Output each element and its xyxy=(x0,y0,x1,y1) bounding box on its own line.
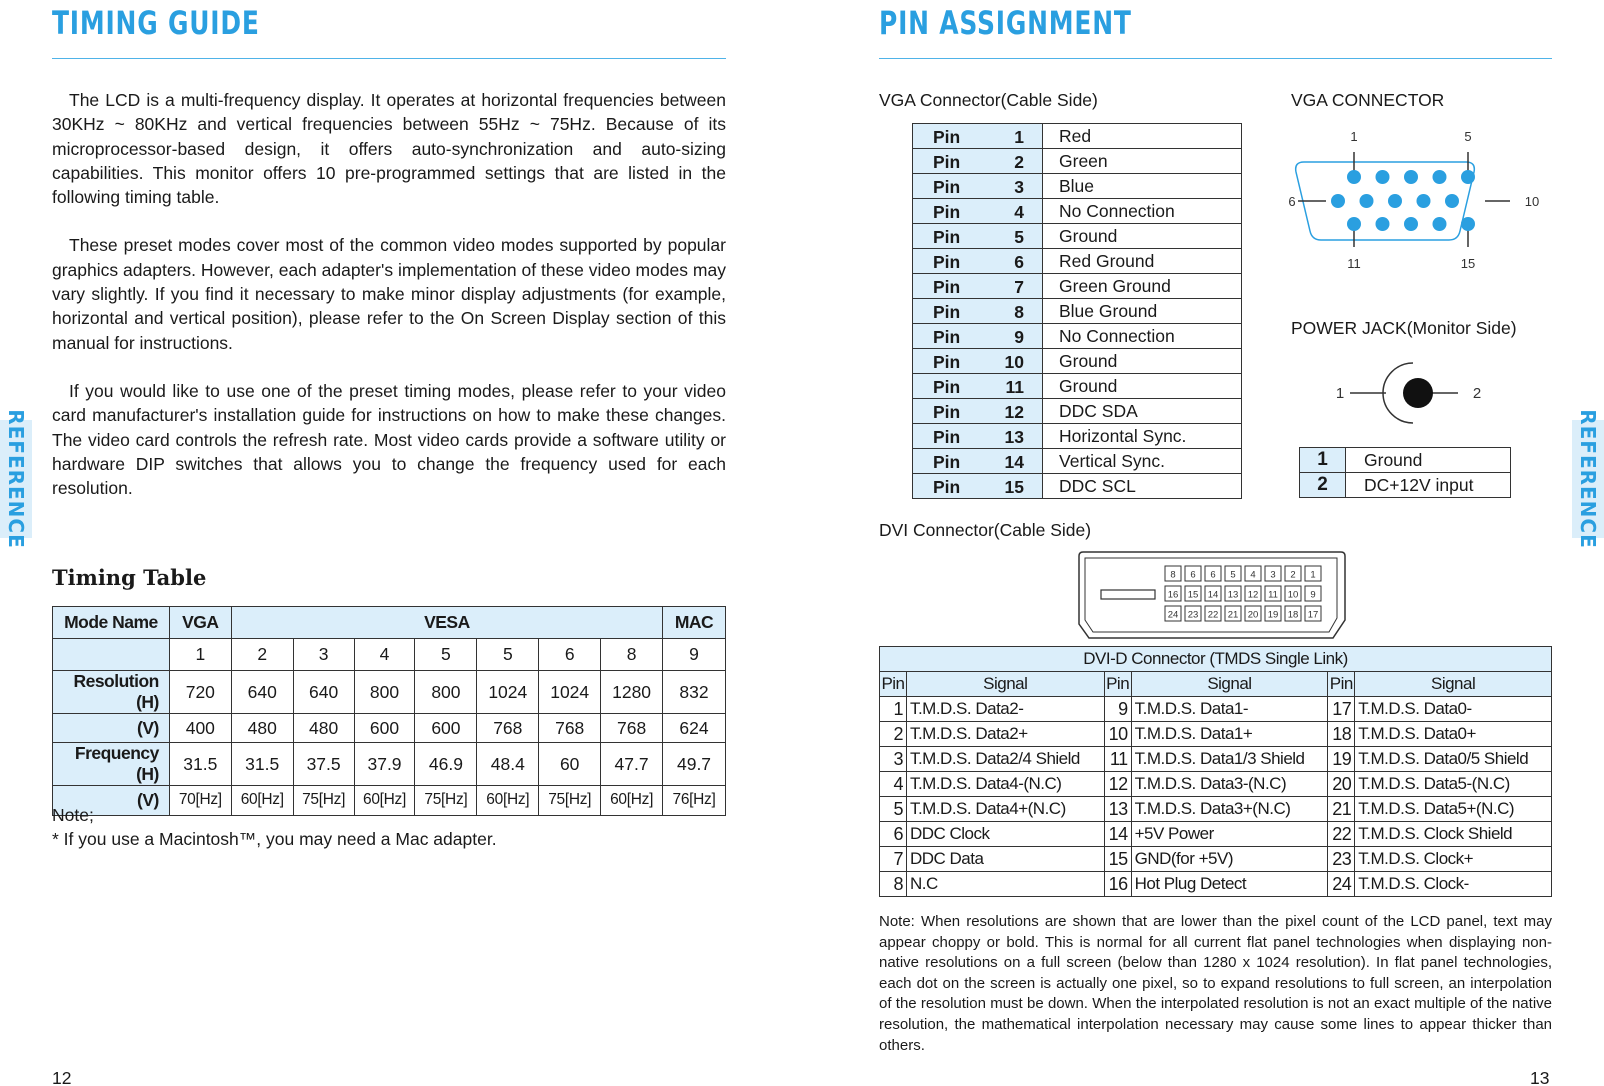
vga-signal: Ground xyxy=(1043,224,1242,249)
note-text: * If you use a Macintosh™, you may need a Mac adapter. xyxy=(52,829,497,849)
timing-cell: 1 xyxy=(169,639,231,671)
vga-signal: Green xyxy=(1043,149,1242,174)
pin-number: 12 xyxy=(1004,402,1024,422)
timing-cell: 640 xyxy=(293,671,354,714)
dvi-signal: T.M.D.S. Data0/5 Shield xyxy=(1355,747,1552,772)
vga-pin-row xyxy=(913,399,1242,424)
dvi-row xyxy=(880,847,1552,872)
dvi-pin-label: 6 xyxy=(1190,569,1196,581)
dvi-signal: T.M.D.S. Data0+ xyxy=(1355,722,1552,747)
pin-word: Pin xyxy=(933,402,961,422)
timing-cell: 47.7 xyxy=(601,743,663,786)
vga-pin-cell xyxy=(913,199,1043,224)
vga-signal: Ground xyxy=(1043,349,1242,374)
paragraph-3: If you would like to use one of the preset timing modes, please refer to your video card manufacturer's installation guide for instructions on how to make these changes. The video card controls the refresh rate. Most video cards provide a software utility or hardware DIP switches that allows you to change the frequency used for each resolution. xyxy=(52,380,726,499)
pin-label-6: 6 xyxy=(1288,194,1296,209)
dvi-row xyxy=(880,747,1552,772)
timing-cell: 60[Hz] xyxy=(601,786,663,815)
page-title-timing-guide: TIMING GUIDE xyxy=(52,4,260,42)
timing-cell: 60[Hz] xyxy=(354,786,415,815)
vga-pin-row xyxy=(913,224,1242,249)
power-signal: Ground xyxy=(1346,448,1511,473)
pin-number: 9 xyxy=(1014,327,1024,347)
power-pin-row xyxy=(1300,473,1511,498)
pin-word: Pin xyxy=(933,352,961,372)
dvi-signal: T.M.D.S. Clock- xyxy=(1355,872,1552,897)
dvi-pin-number: 24 xyxy=(1328,872,1355,897)
vga-signal: Red Ground xyxy=(1043,249,1242,274)
side-tab-left xyxy=(0,409,32,549)
vga-signal: Vertical Sync. xyxy=(1043,449,1242,474)
vga-signal: Green Ground xyxy=(1043,274,1242,299)
timing-cell: 60[Hz] xyxy=(477,786,539,815)
dvi-pin-label: 2 xyxy=(1290,569,1296,581)
vga-connector-diagram xyxy=(1288,125,1548,275)
timing-cell: 31.5 xyxy=(231,743,293,786)
header-mac: MAC xyxy=(663,607,726,639)
dvi-signal: T.M.D.S. Clock Shield xyxy=(1355,822,1552,847)
dvi-pin-number: 14 xyxy=(1104,822,1131,847)
dvi-pin-label: 13 xyxy=(1227,589,1239,601)
dvi-pin-label: 3 xyxy=(1270,569,1276,581)
vga-pin-dot xyxy=(1461,170,1475,184)
vga-pin-dot xyxy=(1388,194,1402,208)
vga-pin-cell xyxy=(913,374,1043,399)
vga-pin-dot xyxy=(1360,194,1374,208)
vga-pin-row xyxy=(913,324,1242,349)
vga-signal: No Connection xyxy=(1043,324,1242,349)
vga-signal: DDC SCL xyxy=(1043,474,1242,499)
vga-pin-cell xyxy=(913,324,1043,349)
page-title-pin-assignment: PIN ASSIGNMENT xyxy=(879,4,1132,42)
vga-pin-dot xyxy=(1461,217,1475,231)
dvi-signal: T.M.D.S. Clock+ xyxy=(1355,847,1552,872)
dvi-pin-number: 10 xyxy=(1104,722,1131,747)
timing-row-label: (V) xyxy=(53,714,170,743)
pin-word: Pin xyxy=(933,477,961,497)
dvi-pin-label: 11 xyxy=(1268,589,1278,601)
dvi-row xyxy=(880,697,1552,722)
timing-cell: 600 xyxy=(354,714,415,743)
dvi-pin-label: 15 xyxy=(1187,589,1199,601)
timing-cell: 4 xyxy=(354,639,415,671)
dvi-row xyxy=(880,772,1552,797)
vga-signal: Ground xyxy=(1043,374,1242,399)
dvi-pin-number: 4 xyxy=(880,772,907,797)
pin-word: Pin xyxy=(933,377,961,397)
vga-pin-dot xyxy=(1347,217,1361,231)
timing-cell: 49.7 xyxy=(663,743,726,786)
timing-cell: 31.5 xyxy=(169,743,231,786)
timing-cell: 37.9 xyxy=(354,743,415,786)
dvi-row xyxy=(880,722,1552,747)
vga-pin-dot xyxy=(1404,170,1418,184)
timing-row-label: Frequency (H) xyxy=(53,743,170,786)
dvi-pin-label: 18 xyxy=(1287,609,1299,621)
dvi-pin-number: 23 xyxy=(1328,847,1355,872)
dvi-table-title: DVI-D Connector (TMDS Single Link) xyxy=(880,647,1552,672)
timing-cell: 9 xyxy=(663,639,726,671)
dvi-row xyxy=(880,872,1552,897)
dvi-pin-label: 16 xyxy=(1167,589,1179,601)
dvi-signal-header: Signal xyxy=(906,672,1104,697)
timing-cell: 720 xyxy=(169,671,231,714)
vga-pin-cell xyxy=(913,149,1043,174)
timing-cell: 832 xyxy=(663,671,726,714)
dvi-signal-header: Signal xyxy=(1131,672,1328,697)
power-pin-table xyxy=(1299,447,1511,498)
power-pin-row xyxy=(1300,448,1511,473)
pin-word: Pin xyxy=(933,127,961,147)
vga-pin-dot xyxy=(1347,170,1361,184)
timing-cell: 624 xyxy=(663,714,726,743)
timing-row xyxy=(53,743,726,786)
dvi-pin-number: 15 xyxy=(1104,847,1131,872)
timing-cell: 75[Hz] xyxy=(539,786,601,815)
vga-pin-cell xyxy=(913,274,1043,299)
pin-word: Pin xyxy=(933,202,961,222)
dvi-header-row xyxy=(880,672,1552,697)
pin-label-10: 10 xyxy=(1524,194,1540,209)
timing-cell: 60 xyxy=(539,743,601,786)
dvi-pin-number: 8 xyxy=(880,872,907,897)
power-label-1: 1 xyxy=(1335,385,1345,402)
pin-label-5: 5 xyxy=(1464,129,1472,144)
timing-cell: 5 xyxy=(415,639,477,671)
dvi-signal: GND(for +5V) xyxy=(1131,847,1328,872)
dvi-pin-label: 8 xyxy=(1170,569,1176,581)
dvi-signal: Hot Plug Detect xyxy=(1131,872,1328,897)
timing-cell: 60[Hz] xyxy=(231,786,293,815)
pin-number: 13 xyxy=(1004,427,1024,447)
pin-number: 1 xyxy=(1014,127,1024,147)
dvi-row xyxy=(880,797,1552,822)
timing-cell: 1024 xyxy=(477,671,539,714)
dvi-pin-number: 17 xyxy=(1328,697,1355,722)
timing-cell: 600 xyxy=(415,714,477,743)
vga-signal: No Connection xyxy=(1043,199,1242,224)
vga-connector-label: VGA CONNECTOR xyxy=(1291,90,1445,110)
power-pin-number: 2 xyxy=(1300,473,1346,498)
vga-pin-row xyxy=(913,199,1242,224)
dvi-pin-label: 9 xyxy=(1310,589,1316,601)
pin-word: Pin xyxy=(933,427,961,447)
page-number-left: 12 xyxy=(52,1068,72,1086)
power-jack-center-pin xyxy=(1403,378,1433,408)
dvi-pin-label: 17 xyxy=(1307,609,1319,621)
timing-row xyxy=(53,639,726,671)
pin-number: 3 xyxy=(1014,177,1024,197)
side-tab-label: REFERENCE xyxy=(4,409,28,549)
dvi-flat-blade xyxy=(1101,590,1155,599)
pin-word: Pin xyxy=(933,152,961,172)
pin-label-11: 11 xyxy=(1347,256,1361,271)
dvi-pin-number: 6 xyxy=(880,822,907,847)
dvi-pin-number: 12 xyxy=(1104,772,1131,797)
dvi-pin-label: 12 xyxy=(1247,589,1259,601)
dvi-pin-number: 19 xyxy=(1328,747,1355,772)
timing-cell: 70[Hz] xyxy=(169,786,231,815)
pin-label-1: 1 xyxy=(1350,129,1358,144)
dvi-signal: T.M.D.S. Data2+ xyxy=(906,722,1104,747)
timing-cell: 480 xyxy=(231,714,293,743)
dvi-signal: N.C xyxy=(906,872,1104,897)
dvi-pin-table xyxy=(879,646,1552,897)
vga-pin-dot xyxy=(1417,194,1431,208)
title-rule-right xyxy=(879,58,1552,59)
pin-number: 15 xyxy=(1004,477,1024,497)
dvi-pin-number: 1 xyxy=(880,697,907,722)
vga-signal: Red xyxy=(1043,124,1242,149)
vga-pin-cell xyxy=(913,449,1043,474)
vga-signal: Horizontal Sync. xyxy=(1043,424,1242,449)
timing-cell: 480 xyxy=(293,714,354,743)
dvi-signal: +5V Power xyxy=(1131,822,1328,847)
vga-pin-cell xyxy=(913,174,1043,199)
dvi-pin-header: Pin xyxy=(1104,672,1131,697)
side-tab-label: REFERENCE xyxy=(1576,409,1600,549)
vga-pin-row xyxy=(913,124,1242,149)
pin-number: 2 xyxy=(1014,152,1024,172)
vga-pin-dot xyxy=(1404,217,1418,231)
timing-cell: 800 xyxy=(415,671,477,714)
pin-number: 8 xyxy=(1014,302,1024,322)
pin-number: 11 xyxy=(1005,377,1024,397)
vga-pin-row xyxy=(913,249,1242,274)
vga-pin-cell xyxy=(913,124,1043,149)
timing-row xyxy=(53,671,726,714)
vga-pin-row xyxy=(913,149,1242,174)
pin-word: Pin xyxy=(933,227,961,247)
vga-pin-dot xyxy=(1331,194,1345,208)
vga-pin-row xyxy=(913,474,1242,499)
dvi-pin-number: 11 xyxy=(1104,747,1131,772)
timing-cell: 37.5 xyxy=(293,743,354,786)
dvi-connector-diagram xyxy=(1075,550,1350,642)
dvi-signal: T.M.D.S. Data1- xyxy=(1131,697,1328,722)
dvi-pin-number: 13 xyxy=(1104,797,1131,822)
title-rule-left xyxy=(52,58,726,59)
dvi-pin-number: 7 xyxy=(880,847,907,872)
timing-row-label xyxy=(53,639,170,671)
timing-cell: 640 xyxy=(231,671,293,714)
pin-word: Pin xyxy=(933,177,961,197)
vga-pin-dot xyxy=(1376,170,1390,184)
timing-row xyxy=(53,714,726,743)
dvi-pin-number: 16 xyxy=(1104,872,1131,897)
side-tab-right xyxy=(1572,409,1604,549)
timing-cell: 1280 xyxy=(601,671,663,714)
timing-table xyxy=(52,606,726,816)
vga-pin-dot xyxy=(1433,170,1447,184)
timing-cell: 800 xyxy=(354,671,415,714)
vga-pin-row xyxy=(913,449,1242,474)
vga-pin-cell xyxy=(913,424,1043,449)
dvi-pin-header: Pin xyxy=(1328,672,1355,697)
dvi-signal-header: Signal xyxy=(1355,672,1552,697)
vga-pin-row xyxy=(913,299,1242,324)
dvi-pin-label: 24 xyxy=(1167,609,1179,621)
dvi-signal: T.M.D.S. Data3+(N.C) xyxy=(1131,797,1328,822)
vga-signal: DDC SDA xyxy=(1043,399,1242,424)
timing-cell: 3 xyxy=(293,639,354,671)
pin-number: 5 xyxy=(1014,227,1024,247)
timing-cell: 76[Hz] xyxy=(663,786,726,815)
dvi-row xyxy=(880,822,1552,847)
vga-pin-row xyxy=(913,174,1242,199)
dvi-signal: T.M.D.S. Data3-(N.C) xyxy=(1131,772,1328,797)
mac-note xyxy=(52,803,497,851)
vga-pin-row xyxy=(913,374,1242,399)
paragraph-2: These preset modes cover most of the common video modes supported by popular graphics adapters. However, each adapter's implementation of these video modes may vary slightly. If you find it necessary to make minor display adjustments (for example, horizontal and vertical position), please refer to the On Screen Display section of this manual for instructions. xyxy=(52,235,726,353)
dvi-pin-label: 1 xyxy=(1310,569,1316,581)
vga-pin-dot xyxy=(1433,217,1447,231)
vga-pin-dot xyxy=(1376,217,1390,231)
timing-table-title: Timing Table xyxy=(52,565,207,590)
page-number-right: 13 xyxy=(1530,1068,1550,1086)
note-label: Note; xyxy=(52,805,94,825)
dvi-pin-number: 22 xyxy=(1328,822,1355,847)
pin-number: 14 xyxy=(1004,452,1024,472)
vga-pin-cell xyxy=(913,474,1043,499)
dvi-pin-label: 23 xyxy=(1187,609,1199,621)
dvi-pin-label: 5 xyxy=(1230,569,1236,581)
vga-pin-row xyxy=(913,424,1242,449)
vga-pin-table xyxy=(912,123,1242,499)
dvi-pin-label: 20 xyxy=(1247,609,1259,621)
dvi-pin-header: Pin xyxy=(880,672,907,697)
dvi-pin-number: 18 xyxy=(1328,722,1355,747)
dvi-pin-label: 22 xyxy=(1207,609,1219,621)
dvi-signal: DDC Clock xyxy=(906,822,1104,847)
timing-row-label: Resolution (H) xyxy=(53,671,170,714)
vga-pin-cell xyxy=(913,299,1043,324)
power-jack-diagram xyxy=(1330,355,1500,435)
power-jack-label: POWER JACK(Monitor Side) xyxy=(1291,318,1517,338)
dvi-pin-number: 3 xyxy=(880,747,907,772)
power-signal: DC+12V input xyxy=(1346,473,1511,498)
power-pin-number: 1 xyxy=(1300,448,1346,473)
dvi-pin-number: 21 xyxy=(1328,797,1355,822)
timing-cell: 768 xyxy=(539,714,601,743)
pin-label-15: 15 xyxy=(1460,256,1476,271)
timing-cell: 48.4 xyxy=(477,743,539,786)
dvi-pin-label: 6 xyxy=(1210,569,1216,581)
dvi-pin-label: 10 xyxy=(1287,589,1299,601)
dvi-pin-label: 19 xyxy=(1267,609,1279,621)
power-label-2: 2 xyxy=(1472,385,1482,402)
timing-row-label: (V) xyxy=(53,786,170,815)
dvi-pin-number: 2 xyxy=(880,722,907,747)
dvi-cable-label: DVI Connector(Cable Side) xyxy=(879,520,1092,540)
timing-cell: 2 xyxy=(231,639,293,671)
pin-number: 4 xyxy=(1014,202,1024,222)
header-vesa: VESA xyxy=(231,607,662,639)
vga-signal: Blue Ground xyxy=(1043,299,1242,324)
pin-word: Pin xyxy=(933,277,961,297)
vga-pin-cell xyxy=(913,399,1043,424)
dvi-pin-number: 5 xyxy=(880,797,907,822)
dvi-signal: T.M.D.S. Data5+(N.C) xyxy=(1355,797,1552,822)
timing-cell: 5 xyxy=(477,639,539,671)
vga-pin-row xyxy=(913,274,1242,299)
pin-word: Pin xyxy=(933,252,961,272)
timing-cell: 768 xyxy=(477,714,539,743)
vga-pin-dot xyxy=(1445,194,1459,208)
header-vga: VGA xyxy=(169,607,231,639)
vga-pin-cell xyxy=(913,249,1043,274)
dvi-signal: T.M.D.S. Data2- xyxy=(906,697,1104,722)
vga-pin-row xyxy=(913,349,1242,374)
pin-number: 7 xyxy=(1014,277,1024,297)
dvi-title-row xyxy=(880,647,1552,672)
timing-cell: 46.9 xyxy=(415,743,477,786)
timing-cell: 75[Hz] xyxy=(293,786,354,815)
vga-pin-cell xyxy=(913,349,1043,374)
dvi-signal: T.M.D.S. Data5-(N.C) xyxy=(1355,772,1552,797)
dvi-pin-number: 9 xyxy=(1104,697,1131,722)
intro-text xyxy=(52,88,726,524)
vga-cable-label: VGA Connector(Cable Side) xyxy=(879,90,1098,110)
timing-cell: 8 xyxy=(601,639,663,671)
dvi-signal: T.M.D.S. Data0- xyxy=(1355,697,1552,722)
dvi-signal: T.M.D.S. Data1+ xyxy=(1131,722,1328,747)
dvi-pin-number: 20 xyxy=(1328,772,1355,797)
header-mode-name: Mode Name xyxy=(53,607,170,639)
timing-cell: 75[Hz] xyxy=(415,786,477,815)
pin-number: 10 xyxy=(1004,352,1024,372)
timing-header-row xyxy=(53,607,726,639)
pin-word: Pin xyxy=(933,302,961,322)
dvi-pin-label: 14 xyxy=(1207,589,1219,601)
dvi-signal: T.M.D.S. Data2/4 Shield xyxy=(906,747,1104,772)
paragraph-1: The LCD is a multi-frequency display. It operates at horizontal frequencies between 30KHz ~ 80KHz and vertical frequencies between 55Hz ~ 75Hz. Because of its microprocessor-based design, it offers auto-synchronization and auto-sizing capabilities. This monitor offers 10 pre-programmed settings that are listed in the following timing table. xyxy=(52,90,726,208)
pin-word: Pin xyxy=(933,452,961,472)
lcd-resolution-note: Note: When resolutions are shown that are lower than the pixel count of the LCD panel, text may appear choppy or bold. This is normal for all current flat panel technologies when displaying non-native resolutions on a full screen (below than 1280 x 1024 resolution). In flat panel technologies, each dot on the screen is actually one pixel, so to expand resolutions to full screen, an interpolation of the resolution must be down. When the interpolated resolution is not an exact multiple of the native resolution, the mathematical interpolation necessary may cause some lines to appear thicker than others. xyxy=(879,913,1552,1054)
dvi-signal: T.M.D.S. Data1/3 Shield xyxy=(1131,747,1328,772)
dvi-signal: T.M.D.S. Data4+(N.C) xyxy=(906,797,1104,822)
timing-cell: 1024 xyxy=(539,671,601,714)
vga-signal: Blue xyxy=(1043,174,1242,199)
dvi-signal: DDC Data xyxy=(906,847,1104,872)
dvi-signal: T.M.D.S. Data4-(N.C) xyxy=(906,772,1104,797)
dvi-pin-label: 21 xyxy=(1227,609,1239,621)
pin-word: Pin xyxy=(933,327,961,347)
timing-cell: 400 xyxy=(169,714,231,743)
timing-cell: 768 xyxy=(601,714,663,743)
vga-pin-cell xyxy=(913,224,1043,249)
timing-cell: 6 xyxy=(539,639,601,671)
dvi-pin-label: 4 xyxy=(1250,569,1256,581)
pin-number: 6 xyxy=(1014,252,1024,272)
